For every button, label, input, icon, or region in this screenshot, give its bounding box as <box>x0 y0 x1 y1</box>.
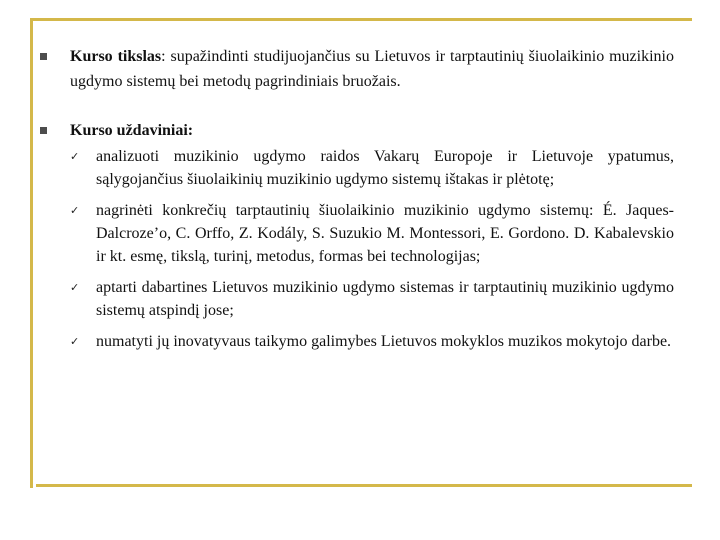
course-goal-label: Kurso tikslas <box>70 48 162 65</box>
task-text: nagrinėti konkrečių tarptautinių šiuolaikinio muzikinio ugdymo sistemų: É. Jaques-Dalcroze’o, C. Orffo, Z. Kodály, S. Suzukio M. Montessori, E. Gordono. D. Kabalevskio ir kt. esmę, tikslą, turinį, metodus, formas bei technologijas; <box>96 202 674 265</box>
task-item <box>70 276 674 322</box>
square-bullet-icon <box>40 53 47 60</box>
frame-left-line <box>30 18 33 488</box>
course-tasks-list <box>70 145 674 353</box>
checkmark-icon: ✓ <box>70 204 80 217</box>
frame-top-line <box>30 18 692 21</box>
task-item <box>70 199 674 268</box>
checkmark-icon: ✓ <box>70 335 80 348</box>
task-text: analizuoti muzikinio ugdymo raidos Vakarų Europoje ir Lietuvoje ypatumus, sąlygojančius šiuolaikinių muzikinio ugdymo sistemų ištakas ir plėtotę; <box>96 148 674 188</box>
square-bullet-icon <box>40 127 47 134</box>
task-text: aptarti dabartines Lietuvos muzikinio ugdymo sistemas ir tarptautinių muzikinio ugdymo sistemų atspindį jose; <box>96 279 674 319</box>
course-goal-item <box>40 44 674 94</box>
task-text: numatyti jų inovatyvaus taikymo galimybes Lietuvos mokyklos muzikos mokytojo darbe. <box>96 333 672 350</box>
task-item <box>70 145 674 191</box>
course-goal-text: : supažindinti studijuojančius su Lietuvos ir tarptautinių šiuolaikinio muzikinio ugdymo sistemų bei metodų pagrindiniais bruožais. <box>70 48 674 90</box>
course-tasks-label: Kurso uždaviniai: <box>70 122 194 139</box>
slide-content <box>40 44 674 353</box>
checkmark-icon: ✓ <box>70 150 80 163</box>
task-item <box>70 330 674 353</box>
checkmark-icon: ✓ <box>70 281 80 294</box>
frame-bottom-line <box>36 484 692 487</box>
course-tasks-item <box>40 118 674 353</box>
